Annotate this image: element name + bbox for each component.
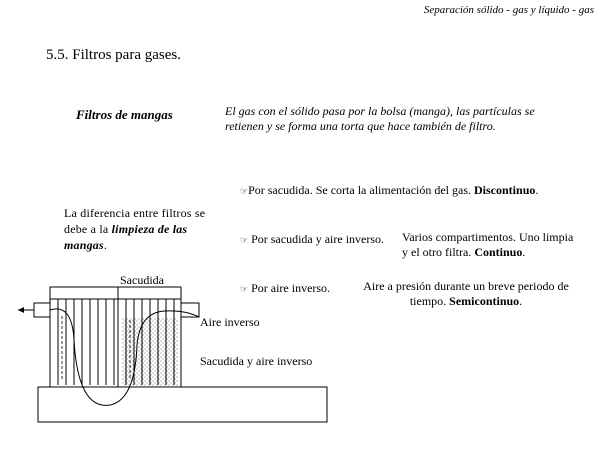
description-text: El gas con el sólido pasa por la bolsa (manga), las partículas se retienen y se forma una torta que hace también de filtro. (225, 104, 535, 133)
option-type: Discontinuo (474, 183, 536, 197)
top-plate-right (118, 287, 181, 299)
section-title: 5.5. Filtros para gases. (46, 47, 181, 63)
left-housing (50, 287, 118, 387)
difference-prefix: La diferencia entre filtros se debe a la (64, 206, 206, 236)
label-aire-inverso: Aire inverso (200, 315, 260, 329)
difference-suffix: . (103, 238, 108, 252)
label-sacudida: Sacudida (120, 273, 164, 287)
option-detail: Se corta la alimentación del gas. (315, 183, 472, 197)
top-plate-left (50, 287, 118, 299)
option-type: Semicontinuo (449, 294, 520, 308)
option-detail: Aire a presión durante un breve periodo de tiempo. (363, 279, 569, 308)
difference-emphasis: limpieza de las mangas (64, 222, 188, 252)
option-detail: Varios compartimentos. Uno limpia y el otro filtra. (402, 230, 574, 259)
option-label: Por aire inverso. (251, 281, 331, 295)
outlet-pipe (181, 303, 199, 317)
pointing-hand-icon: ☞ (240, 236, 249, 246)
option-end: . (519, 294, 523, 308)
option-end: . (522, 245, 526, 259)
hopper-base (38, 387, 327, 422)
label-sacudida-aire-inverso: Sacudida y aire inverso (200, 354, 313, 368)
option-label: Por sacudida y aire inverso. (251, 232, 385, 246)
option-label: Por sacudida. (248, 183, 313, 197)
option-end: . (535, 183, 539, 197)
filtros-de-mangas-label: Filtros de mangas (76, 107, 173, 122)
pointing-hand-icon: ☞ (240, 285, 249, 295)
option-type: Continuo (474, 245, 523, 259)
inlet-pipe (34, 303, 50, 317)
page-header: Separación sólido - gas y líquido - gas (423, 4, 594, 16)
pointing-hand-icon: ☞ (240, 187, 249, 197)
